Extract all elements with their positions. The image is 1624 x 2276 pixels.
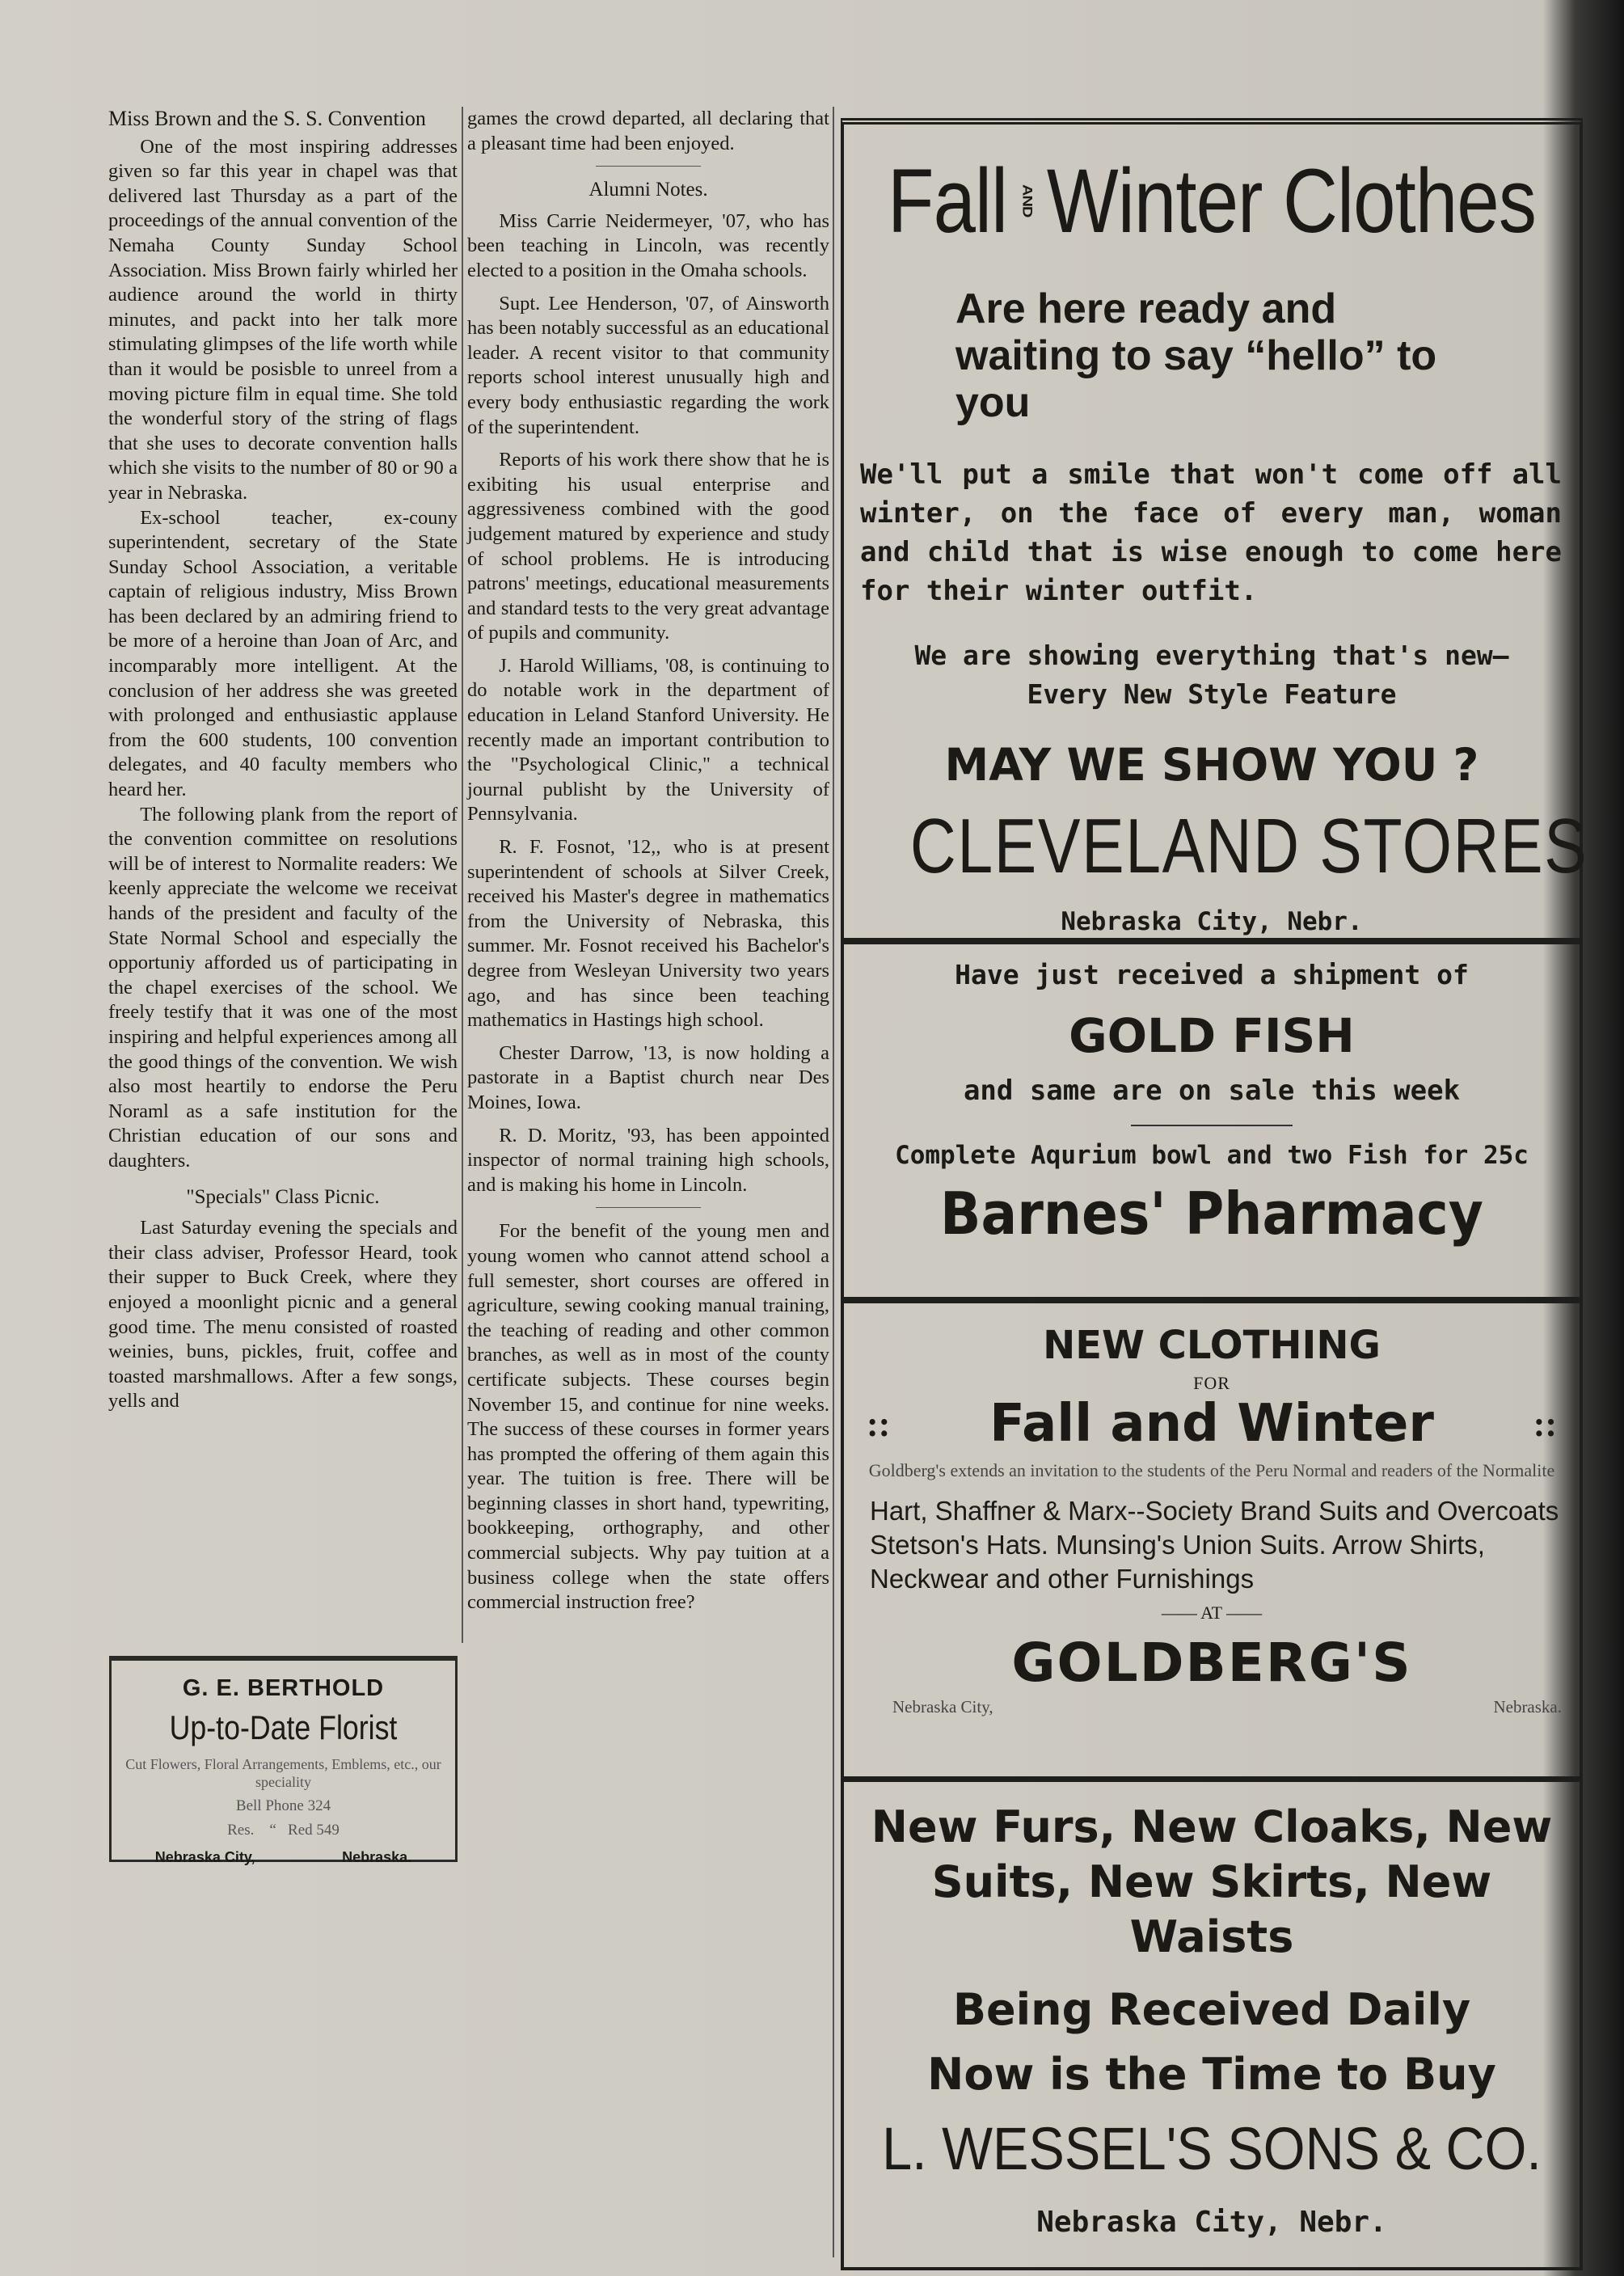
sale-text: and same are on sale this week xyxy=(963,1075,1461,1107)
alumni-note: Miss Carrie Neidermeyer, '07, who has been teaching in Lincoln, was recently elected to a position in the Omaha schools. xyxy=(467,209,829,281)
feature-text: Every New Style Feature xyxy=(1027,678,1397,710)
column-two xyxy=(467,107,829,1615)
ornament-dots: :: xyxy=(867,1404,891,1444)
article-heading-convention: Miss Brown and the S. S. Convention xyxy=(108,107,426,130)
florist-phone: Bell Phone 324 xyxy=(235,1797,331,1814)
short-courses-paragraph: For the benefit of the young men and young women who cannot attend school a full semester, short courses are offered in agriculture, sewing cooking manual training, the teaching of reading and other common branches, as well as in most of the county certificate subjects. These courses begin November 15, and continue for nine weeks. The success of these courses in former years has prompted the offering of them again this year. The tuition is free. There will be beginning classes in short hand, typewriting, bookkeeping, orthography, and other commercial subjects. Why pay tuition at a business college when the state offers commercial instruction free? xyxy=(467,1220,829,1614)
ornament-dots: :: xyxy=(1533,1404,1557,1444)
article-paragraph: The following plank from the report of the convention committee on resolutions will be of interest to Normalite readers: We keenly appreciate the welcome we receivat hands of the president and faculty of the State Normal School and especially the opportuniy afforded us of participating in the chapel exercises of the school. We freely testify that it was one of the most inspiring and helpful experiences among all the good things of the convention. We wish also most heartily to endorse the Peru Noraml as a safe institution for the Christian education of our sons and daughters. xyxy=(108,803,458,1172)
article-paragraph: Last Saturday evening the specials and their class adviser, Professor Heard, took their supper to Buck Creek, where they enjoyed a moonlight picnic and a general good time. The menu consisted of roasted weinies, buns, pickles, fruit, coffee and toasted marshmallows. After a few songs, yells and xyxy=(108,1217,458,1412)
wessel-sons-name: L. WESSEL'S SONS & CO. xyxy=(882,2115,1542,2182)
cleveland-stores-name: CLEVELAND STORES xyxy=(909,803,1588,889)
invitation-text: Goldberg's extends an invitation to the students of the Peru Normal and readers of the Normalite xyxy=(868,1460,1555,1480)
alumni-note: Reports of his work there show that he is exibiting his usual enterprise and aggressiveness combined with the good judgement matured by experience and study of school problems. He is introducing patrons' meetings, educational measurements and standard tests to the very great advantage of pupils and community. xyxy=(467,449,829,644)
ad-rule xyxy=(1131,1125,1293,1126)
article-paragraph: One of the most inspiring addresses given so far this year in chapel was that delivered last Thursday as a part of the proceedings of the annual convention of the Nemaha County Sunday School Association. Miss Brown fairly whirled her audience around the world in thirty minutes, and packt into her talk more stimulating glimpses of the life worth while than it would be posisble to unreel from a moving picture film in equal time. She told the wonderful story of the string of flags that she uses to decorate convention halls which she visits to the number of 80 or 90 a year in Nebraska. xyxy=(108,135,458,504)
florist-residence-phone: Res. “ Red 549 xyxy=(227,1822,340,1839)
florist-specialty: Cut Flowers, Floral Arrangements, Emblems, etc., our speciality xyxy=(125,1756,441,1790)
column-divider xyxy=(462,107,463,1643)
goldberg-advertisement xyxy=(841,1300,1583,1780)
florist-location xyxy=(112,1849,455,1866)
alumni-note: Chester Darrow, '13, is now holding a pastorate in a Baptist church near Des Moines, Iowa. xyxy=(467,1041,829,1113)
article-heading-picnic: "Specials" Class Picnic. xyxy=(186,1185,380,1208)
pharmacy-name: Barnes' Pharmacy xyxy=(940,1180,1483,1248)
aquarium-offer: Complete Aqurium bowl and two Fish for 25c xyxy=(895,1141,1529,1170)
new-furs-headline: New Furs, New Cloaks, New Suits, New Skirts, New Waists xyxy=(871,1801,1553,1962)
alumni-heading: Alumni Notes. xyxy=(588,179,708,201)
goldberg-city: Nebraska City, xyxy=(892,1697,993,1717)
ready-text: Are here ready and waiting to say “hello” to you xyxy=(955,285,1437,426)
goldberg-name: GOLDBERG'S xyxy=(1011,1632,1412,1694)
article-paragraph: games the crowd departed, all declaring that a pleasant time had been enjoyed. xyxy=(467,108,829,154)
florist-city: Nebraska City, xyxy=(154,1849,255,1865)
alumni-note: R. D. Moritz, '93, has been appointed inspector of normal training high schools, and is making his home in Lincoln. xyxy=(467,1124,829,1196)
column-divider xyxy=(833,107,834,2257)
headline-winter-clothes: Winter Clothes xyxy=(1046,150,1537,251)
new-clothing-headline: NEW CLOTHING xyxy=(1043,1323,1381,1368)
column-one xyxy=(108,107,458,1414)
at-text: —— AT —— xyxy=(1161,1602,1263,1623)
headline-and: AND xyxy=(1019,184,1035,217)
gold-fish-headline: GOLD FISH xyxy=(1069,1008,1355,1063)
time-to-buy-text: Now is the Time to Buy xyxy=(927,2049,1496,2100)
shipment-text: Have just received a shipment of xyxy=(955,959,1469,990)
cleveland-city: Nebraska City, Nebr. xyxy=(1061,907,1363,936)
for-text: FOR xyxy=(1193,1373,1230,1393)
wessel-city: Nebraska City, Nebr. xyxy=(1036,2206,1387,2239)
florist-title: Up-to-Date Florist xyxy=(169,1708,398,1746)
fall-winter-clothes-headline xyxy=(887,149,1537,253)
goldberg-state: Nebraska. xyxy=(1493,1697,1562,1717)
smile-paragraph: We'll put a smile that won't come off all winter, on the face of every man, woman and child that is wise enough to come here for their winter outfit. xyxy=(860,458,1562,607)
may-we-show-you: MAY WE SHOW YOU ? xyxy=(944,739,1479,791)
alumni-note: R. F. Fosnot, '12,, who is at present superintendent of schools at Silver Creek, received his Master's degree in mathematics from the University of Nebraska, this summer. Mr. Fosnot received his Bachelor's degree from Wesleyan University two years ago, and has since been teaching mathematics in Hastings high school. xyxy=(467,836,829,1032)
being-received-text: Being Received Daily xyxy=(952,1984,1471,2035)
wessel-advertisement xyxy=(841,1779,1583,2270)
showing-text: We are showing everything that's new— xyxy=(914,640,1509,671)
alumni-note: J. Harold Williams, '08, is continuing to do notable work in the department of education in Leland Stanford University. He recently made an important contribution to the "Psychological Clinic," a technical journal publisht by the University of Pennsylvania. xyxy=(467,654,829,826)
headline-fall: Fall xyxy=(887,150,1008,251)
florist-name: G. E. BERTHOLD xyxy=(182,1675,385,1701)
florist-state: Nebraska. xyxy=(342,1849,412,1865)
brands-text: Hart, Shaffner & Marx--Society Brand Suits and Overcoats Stetson's Hats. Munsing's Union Suits. Arrow Shirts, Neckwear and other Furnishings xyxy=(870,1496,1559,1594)
section-rule xyxy=(596,166,701,167)
florist-advertisement xyxy=(109,1656,458,1865)
alumni-note: Supt. Lee Henderson, '07, of Ainsworth has been notably successful as an educational leader. A recent visitor to that community reports school interest unusually high and every body enthusiastic regarding the work of the superintendent. xyxy=(467,292,829,438)
goldberg-location xyxy=(892,1697,1562,1717)
cleveland-stores-advertisement xyxy=(841,118,1588,944)
section-rule xyxy=(596,1207,701,1208)
article-paragraph: Ex-school teacher, ex-couny superintendent, secretary of the State Sunday School Association, a veritable captain of religious industry, Miss Brown has been declared by an admiring friend to be more of a heroine than Joan of Arc, and incomparably more intelligent. At the conclusion of her address she was greeted with prolonged and enthusiastic applause from the 600 students, 100 convention delegates, and 40 faculty members who heard her. xyxy=(108,506,458,801)
fall-and-winter: Fall and Winter xyxy=(989,1394,1434,1454)
fall-and-winter-row xyxy=(867,1394,1557,1454)
pharmacy-advertisement xyxy=(841,938,1583,1300)
